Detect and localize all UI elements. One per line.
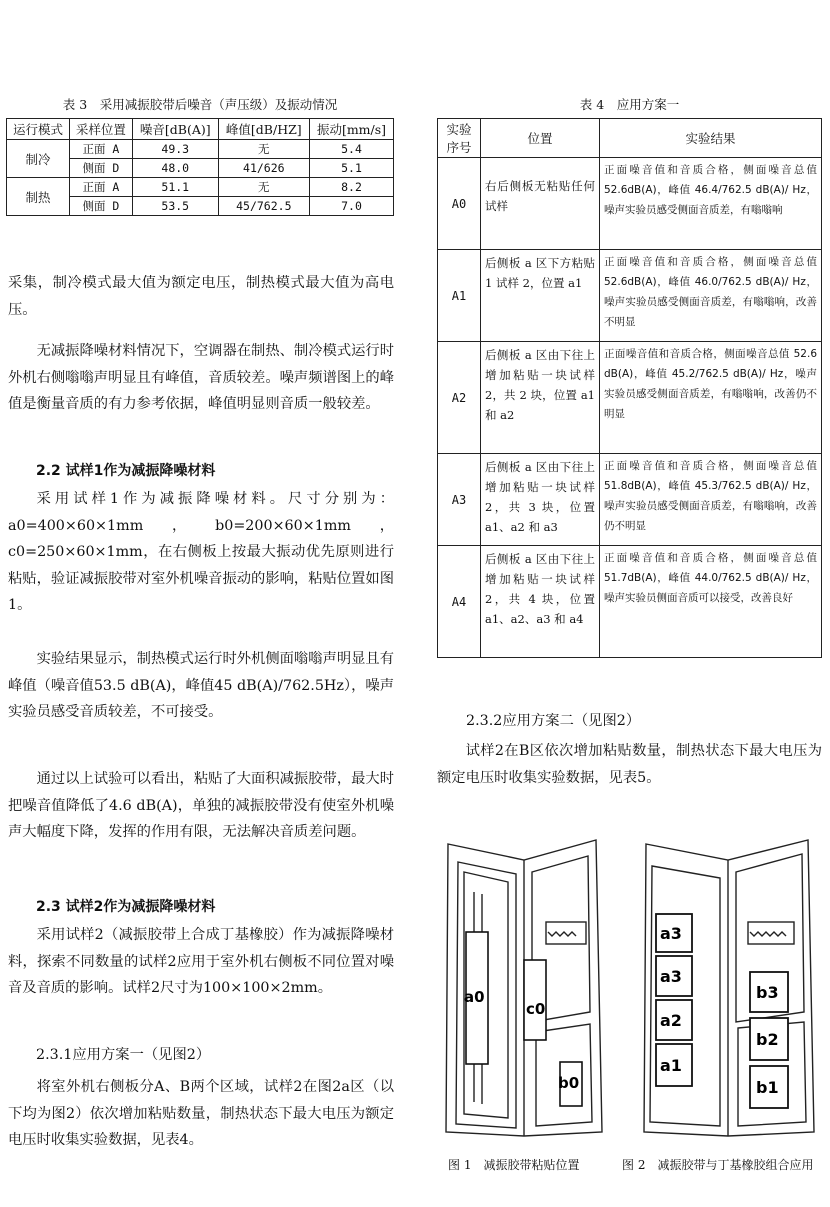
subsection-heading-2-3-1: 2.3.1应用方案一（见图2） <box>36 1047 211 1063</box>
vibration-cell: 7.0 <box>309 197 393 216</box>
table-row <box>438 546 822 658</box>
position-cell: 侧面 D <box>69 197 132 216</box>
result-cell: 正面噪音值和音质合格，侧面噪音总值 51.8dB(A)，峰值 45.3/762.5 dB(A)/ Hz，噪声实验员感受侧面音质差，有嗡嗡响，改善仍不明显 <box>600 454 822 546</box>
noise-cell: 53.5 <box>132 197 218 216</box>
figure-2-caption: 图 2 减振胶带与丁基橡胶组合应用 <box>622 1158 814 1172</box>
vibration-cell: 8.2 <box>309 178 393 197</box>
column-header: 峰值[dB/HZ] <box>218 119 309 140</box>
noise-cell: 48.0 <box>132 159 218 178</box>
position-cell: 正面 A <box>69 178 132 197</box>
experiment-id-cell: A2 <box>438 342 481 454</box>
body-paragraph: 采集，制冷模式最大值为额定电压，制热模式最大值为高电压。 <box>8 275 394 318</box>
table-row <box>438 454 822 546</box>
result-cell: 正面噪音值和音质合格，侧面噪音总值 52.6dB(A)，峰值 46.0/762.5 dB(A)/ Hz，噪声实验员感受侧面音质差，有嗡嗡响，改善不明显 <box>600 250 822 342</box>
label-a1: a1 <box>660 1056 682 1075</box>
label-b2: b2 <box>756 1030 779 1049</box>
table3-caption: 表 3 采用减振胶带后噪音（声压级）及振动情况 <box>62 97 338 112</box>
label-b1: b1 <box>756 1078 779 1097</box>
column-header: 位置 <box>481 119 600 158</box>
section-heading-2-2: 2.2 试样1作为减振降噪材料 <box>36 463 216 479</box>
peak-cell: 无 <box>218 140 309 159</box>
figure-1-side-panel <box>436 832 612 1144</box>
experiment-id-cell: A0 <box>438 158 481 250</box>
figure-1-caption: 图 1 减振胶带粘贴位置 <box>448 1158 580 1172</box>
table-row <box>7 140 394 159</box>
column-header: 运行模式 <box>7 119 70 140</box>
table-header-row <box>7 119 394 140</box>
peak-cell: 45/762.5 <box>218 197 309 216</box>
table-row <box>438 158 822 250</box>
position-cell: 侧面 D <box>69 159 132 178</box>
body-paragraph: 采用试样1作为减振降噪材料。尺寸分别为：a0=400×60×1mm，b0=200×60×1mm，c0=250×60×1mm，在右侧板上按最大振动优先原则进行粘贴，验证减振胶带对室外机噪音振动的影响，粘贴位置如图1。 <box>8 491 395 613</box>
position-cell: 后侧板 a 区由下往上增加粘贴一块试样 2，共 2 块，位置 a1 和 a2 <box>481 342 600 454</box>
mode-cell: 制热 <box>7 178 70 216</box>
position-cell: 后侧板 a 区由下往上增加粘贴一块试样 2，共 4 块，位置 a1、a2、a3 和 a4 <box>481 546 600 658</box>
column-header: 实验结果 <box>600 119 822 158</box>
column-header: 实验序号 <box>438 119 481 158</box>
section-heading-2-3: 2.3 试样2作为减振降噪材料 <box>36 899 216 915</box>
experiment-id-cell: A4 <box>438 546 481 658</box>
noise-cell: 49.3 <box>132 140 218 159</box>
table3 <box>6 118 394 216</box>
label-b3: b3 <box>756 983 779 1002</box>
experiment-id-cell: A3 <box>438 454 481 546</box>
position-cell: 正面 A <box>69 140 132 159</box>
subsection-heading-2-3-2: 2.3.2应用方案二（见图2） <box>466 713 641 729</box>
table4-caption: 表 4 应用方案一 <box>579 97 680 112</box>
body-paragraph: 实验结果显示，制热模式运行时外机侧面嗡嗡声明显且有峰值（噪音值53.5 dB(A)，峰值45 dB(A)/762.5Hz），噪声实验员感受音质较差，不可接受。 <box>8 651 395 720</box>
mode-cell: 制冷 <box>7 140 70 178</box>
vibration-cell: 5.1 <box>309 159 393 178</box>
label-c0: c0 <box>526 1000 546 1018</box>
label-a2: a2 <box>660 1011 682 1030</box>
result-cell: 正面噪音值和音质合格，侧面噪音总值 52.6 dB(A)，峰值 45.2/762.5 dB(A)/ Hz，噪声实验员感受侧面音质差，有嗡嗡响，改善仍不明显 <box>600 342 822 454</box>
table-row <box>438 250 822 342</box>
peak-cell: 41/626 <box>218 159 309 178</box>
column-header: 振动[mm/s] <box>309 119 393 140</box>
label-a3: a3 <box>660 967 682 986</box>
figure-2-side-panel <box>636 832 822 1144</box>
body-paragraph: 采用试样2（减振胶带上合成丁基橡胶）作为减振降噪材料，探索不同数量的试样2应用于室外机右侧板不同位置对噪音及音质的影响。试样2尺寸为100×100×2mm。 <box>8 927 394 996</box>
peak-cell: 无 <box>218 178 309 197</box>
vibration-cell: 5.4 <box>309 140 393 159</box>
position-cell: 后侧板 a 区由下往上增加粘贴一块试样 2，共 3 块，位置 a1、a2 和 a3 <box>481 454 600 546</box>
table4 <box>437 118 822 658</box>
label-a0: a0 <box>464 988 485 1006</box>
body-paragraph: 通过以上试验可以看出，粘贴了大面积减振胶带，最大时把噪音值降低了4.6 dB(A)，单独的减振胶带没有使室外机噪声大幅度下降，发挥的作用有限，无法解决音质差问题。 <box>8 771 395 840</box>
table-row <box>7 178 394 197</box>
position-cell: 后侧板 a 区下方粘贴 1 试样 2，位置 a1 <box>481 250 600 342</box>
body-paragraph: 试样2在B区依次增加粘贴数量，制热状态下最大电压为额定电压时收集实验数据，见表5。 <box>437 743 822 786</box>
body-paragraph: 将室外机右侧板分A、B两个区域，试样2在图2a区（以下均为图2）依次增加粘贴数量，制热状态下最大电压为额定电压时收集实验数据，见表4。 <box>8 1079 394 1148</box>
column-header: 采样位置 <box>69 119 132 140</box>
noise-cell: 51.1 <box>132 178 218 197</box>
table-header-row <box>438 119 822 158</box>
table-row <box>438 342 822 454</box>
experiment-id-cell: A1 <box>438 250 481 342</box>
position-cell: 右后侧板无粘贴任何试样 <box>481 158 600 250</box>
label-a3-top: a3 <box>660 924 682 943</box>
result-cell: 正面噪音值和音质合格，侧面噪音总值 52.6dB(A)，峰值 46.4/762.5 dB(A)/ Hz，噪声实验员感受侧面音质差，有嗡嗡响 <box>600 158 822 250</box>
column-header: 噪音[dB(A)] <box>132 119 218 140</box>
body-paragraph: 无减振降噪材料情况下，空调器在制热、制冷模式运行时外机右侧嗡嗡声明显且有峰值，音质较差。噪声频谱图上的峰值是衡量音质的有力参考依据，峰值明显则音质一般较差。 <box>8 343 395 412</box>
label-b0: b0 <box>558 1074 580 1092</box>
result-cell: 正面噪音值和音质合格，侧面噪音总值 51.7dB(A)，峰值 44.0/762.5 dB(A)/ Hz，噪声实验员侧面音质可以接受，改善良好 <box>600 546 822 658</box>
